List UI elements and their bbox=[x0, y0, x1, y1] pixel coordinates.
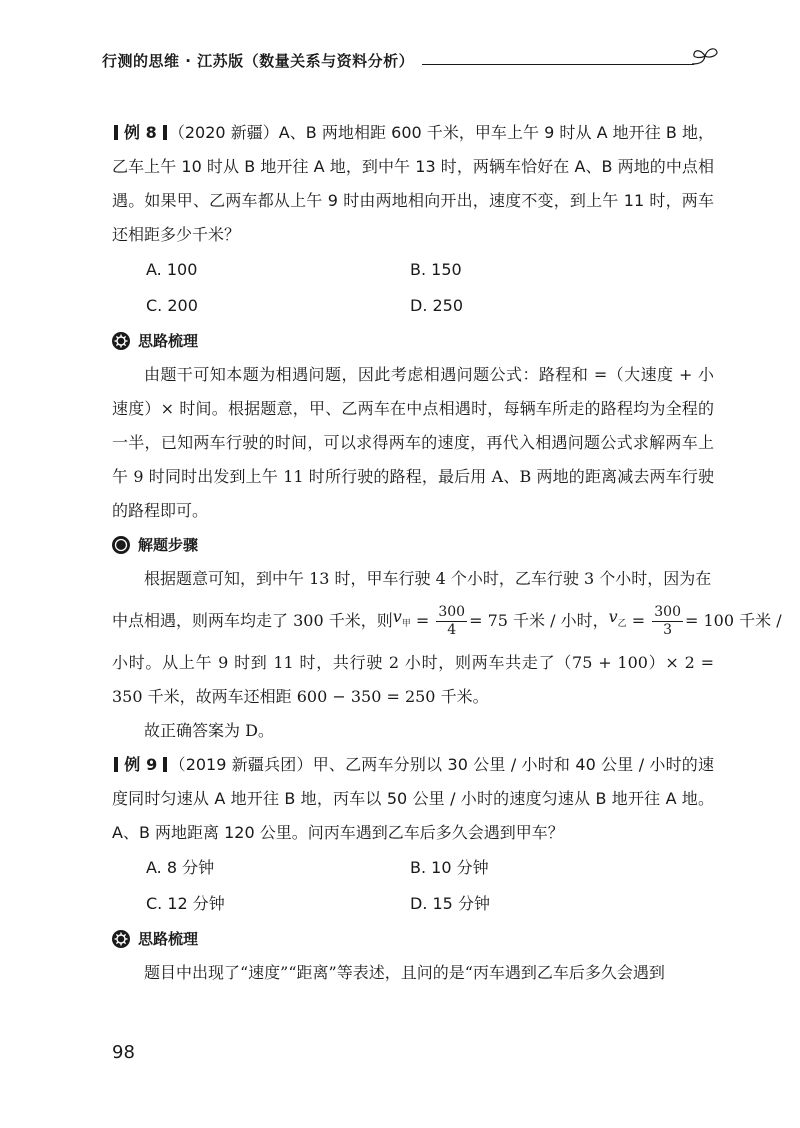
example-9-analysis-heading: 思路梳理 bbox=[112, 922, 714, 956]
compass-icon bbox=[112, 536, 130, 554]
example-9-analysis-text: 题目中出现了“速度”“距离”等表述，且问的是“丙车遇到乙车后多久会遇到 bbox=[144, 963, 665, 982]
example-8-steps-line-1: 根据题意可知，到中午 13 时，甲车行驶 4 个小时，乙车行驶 3 个小时，因为在 bbox=[144, 569, 712, 588]
gear-icon bbox=[112, 332, 130, 350]
running-header bbox=[102, 50, 720, 76]
label-bar-right bbox=[163, 757, 167, 772]
option-c: C. 12 分钟 bbox=[146, 894, 225, 913]
example-8-analysis-text: 由题干可知本题为相遇问题，因此考虑相遇问题公式：路程和 =（大速度 + 小速度）× 时间。根据题意，甲、乙两车在中点相遇时，每辆车所走的路程均为全程的一半，已知两车行驶的时间，可以求得两车的速度，再代入相遇问题公式求解两车上午 9 时同时出发到上午 11 时所行驶的路程，最后用 A、B 两地的距离减去两车行驶的路程即可。 bbox=[112, 365, 714, 520]
example-8-stem bbox=[112, 116, 714, 252]
option-c: C. 200 bbox=[146, 296, 198, 315]
sprout-icon bbox=[690, 44, 720, 70]
running-title: 行测的思维 · 江苏版（数量关系与资料分析） bbox=[102, 50, 422, 71]
example-8-source: （2020 新疆） bbox=[168, 123, 279, 142]
page-content bbox=[112, 116, 782, 990]
option-d: D. 15 分钟 bbox=[410, 894, 490, 913]
example-8-answer: 故正确答案为 D。 bbox=[144, 721, 274, 740]
example-8-steps-heading: 解题步骤 bbox=[112, 528, 714, 562]
example-9-options bbox=[146, 850, 714, 922]
example-9-stem bbox=[112, 748, 714, 850]
example-9-label: 例 9 bbox=[112, 755, 169, 774]
fraction-300-over-3: $\frac{300}{3}$ bbox=[654, 603, 681, 638]
option-d: D. 250 bbox=[410, 296, 464, 315]
page-number: 98 bbox=[112, 1042, 135, 1063]
example-8-analysis-heading: 思路梳理 bbox=[112, 324, 714, 358]
gear-icon bbox=[112, 930, 130, 948]
example-8-question: A、B 两地相距 600 千米，甲车上午 9 时从 A 地开往 B 地，乙车上午 10 时从 B 地开往 A 地，到中午 13 时，两辆车恰好在 A、B 两地的中点相遇。如果甲、乙两车都从上午 9 时由两地相向开出，速度不变，到上午 11 时，两车还相距多少千米？ bbox=[112, 123, 714, 244]
option-b: B. 150 bbox=[410, 260, 462, 279]
example-8-steps-line-3: 小时。从上午 9 时到 11 时，共行驶 2 小时，则两车共走了（75 + 100）× 2 = 350 千米，故两车还相距 600 − 350 = 250 千米。 bbox=[112, 653, 714, 706]
example-9-question: 甲、乙两车分别以 30 公里 / 小时和 40 公里 / 小时的速度同时匀速从 A 地开往 B 地，丙车以 50 公里 / 小时的速度匀速从 B 地开往 A 地。A、B 两地距离 120 公里。问丙车遇到乙车后多久会遇到甲车？ bbox=[112, 755, 714, 842]
header-rule bbox=[402, 64, 694, 65]
v-jia-symbol: $v_甲$ bbox=[392, 607, 411, 630]
option-a: A. 8 分钟 bbox=[146, 858, 215, 877]
option-a: A. 100 bbox=[146, 260, 198, 279]
label-bar-left bbox=[114, 125, 118, 140]
example-8-options bbox=[146, 252, 714, 324]
option-b: B. 10 分钟 bbox=[410, 858, 489, 877]
example-9-source: （2019 新疆兵团） bbox=[169, 755, 313, 774]
label-bar-right bbox=[163, 125, 167, 140]
fraction-300-over-4: $\frac{300}{4}$ bbox=[438, 603, 466, 638]
example-8-speed-formulas: 中点相遇，则两车均走了 300 千米，则 $v_甲$ = $\frac{300}{4}$ = 75 千米 / 小时， $v_乙$ = $\frac{300}{3}$ = 100 千米 / bbox=[112, 596, 714, 646]
v-yi-symbol: $v_乙$ bbox=[608, 607, 627, 630]
label-bar-left bbox=[114, 757, 118, 772]
example-8-label: 例 8 bbox=[112, 123, 169, 142]
